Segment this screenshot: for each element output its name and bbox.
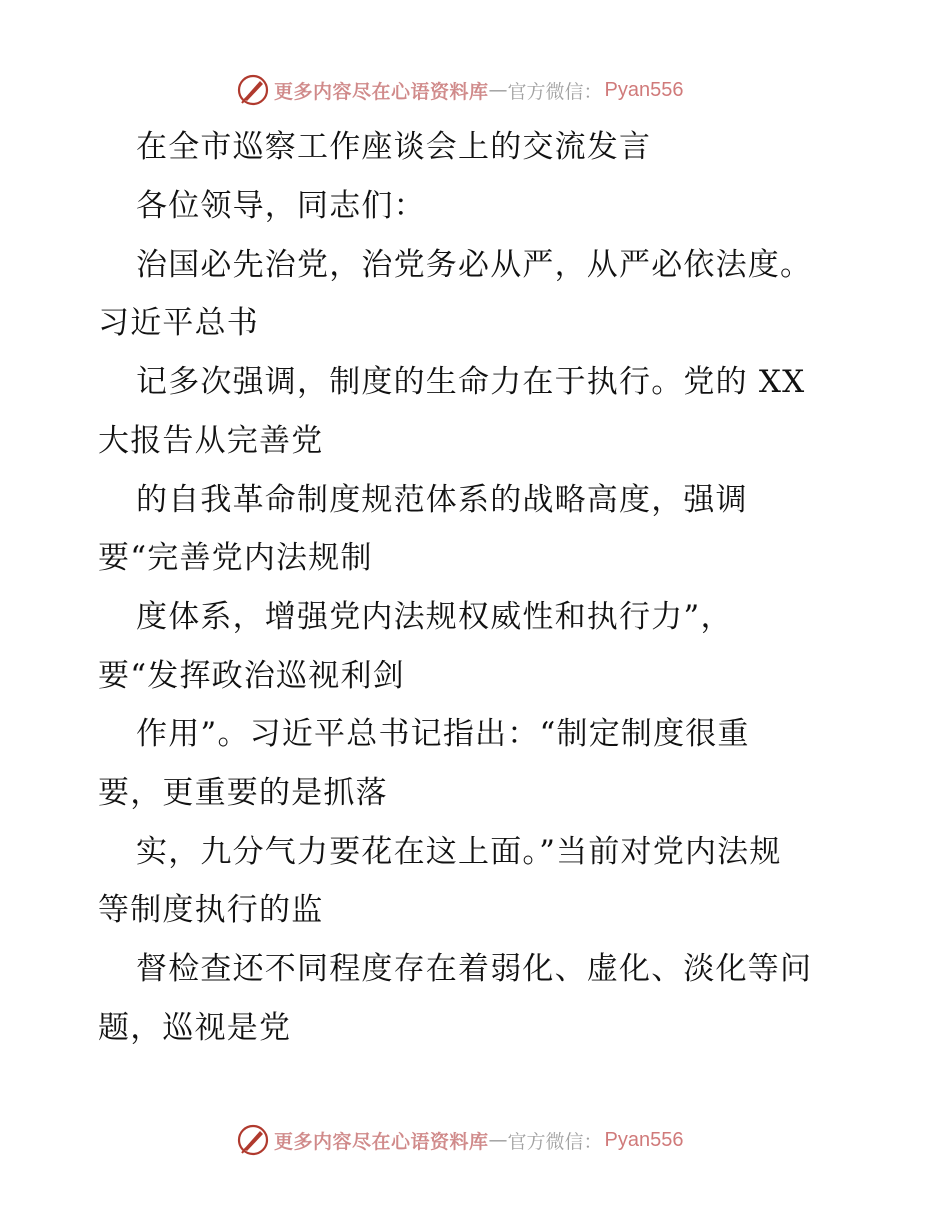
banner-title: 更多内容尽在心语资料库 — [274, 80, 489, 103]
header-banner — [236, 72, 684, 108]
footer-banner — [236, 1122, 684, 1158]
banner-wechat-id: Pyan556 — [604, 1128, 684, 1151]
banner-separator: — — [488, 79, 508, 101]
body-line: 习近平总书 — [98, 305, 259, 341]
quill-logo-icon — [236, 73, 270, 107]
document-title: 在全市巡察工作座谈会上的交流发言 — [136, 129, 652, 165]
banner-separator: — — [488, 1129, 508, 1151]
body-line: 治国必先治党，治党务必从严，从严必依法度。 — [136, 247, 813, 283]
banner-title: 更多内容尽在心语资料库 — [274, 1130, 489, 1153]
body-line: 督检查还不同程度存在着弱化、虚化、淡化等问 — [136, 951, 813, 987]
banner-wechat-label: 官方微信： — [507, 80, 603, 103]
banner-wechat-id: Pyan556 — [604, 78, 684, 101]
quill-logo-icon — [236, 1123, 270, 1157]
body-line: 大报告从完善党 — [98, 423, 324, 459]
body-line: 作用”。习近平总书记指出：“制定制度很重 — [136, 716, 750, 752]
banner-wechat-label: 官方微信： — [507, 1130, 603, 1153]
body-line: 要，更重要的是抓落 — [98, 775, 388, 811]
body-line: 记多次强调，制度的生命力在于执行。党的 XX — [136, 364, 806, 400]
body-line: 题，巡视是党 — [98, 1010, 292, 1046]
body-line: 的自我革命制度规范体系的战略高度，强调 — [136, 482, 748, 518]
body-line: 度体系，增强党内法规权威性和执行力”， — [136, 599, 733, 635]
body-line: 要“完善党内法规制 — [98, 540, 373, 576]
salutation: 各位领导，同志们： — [136, 188, 426, 224]
body-line: 等制度执行的监 — [98, 892, 324, 928]
body-line: 实，九分气力要花在这上面。”当前对党内法规 — [136, 834, 782, 870]
body-line: 要“发挥政治巡视利剑 — [98, 658, 405, 694]
